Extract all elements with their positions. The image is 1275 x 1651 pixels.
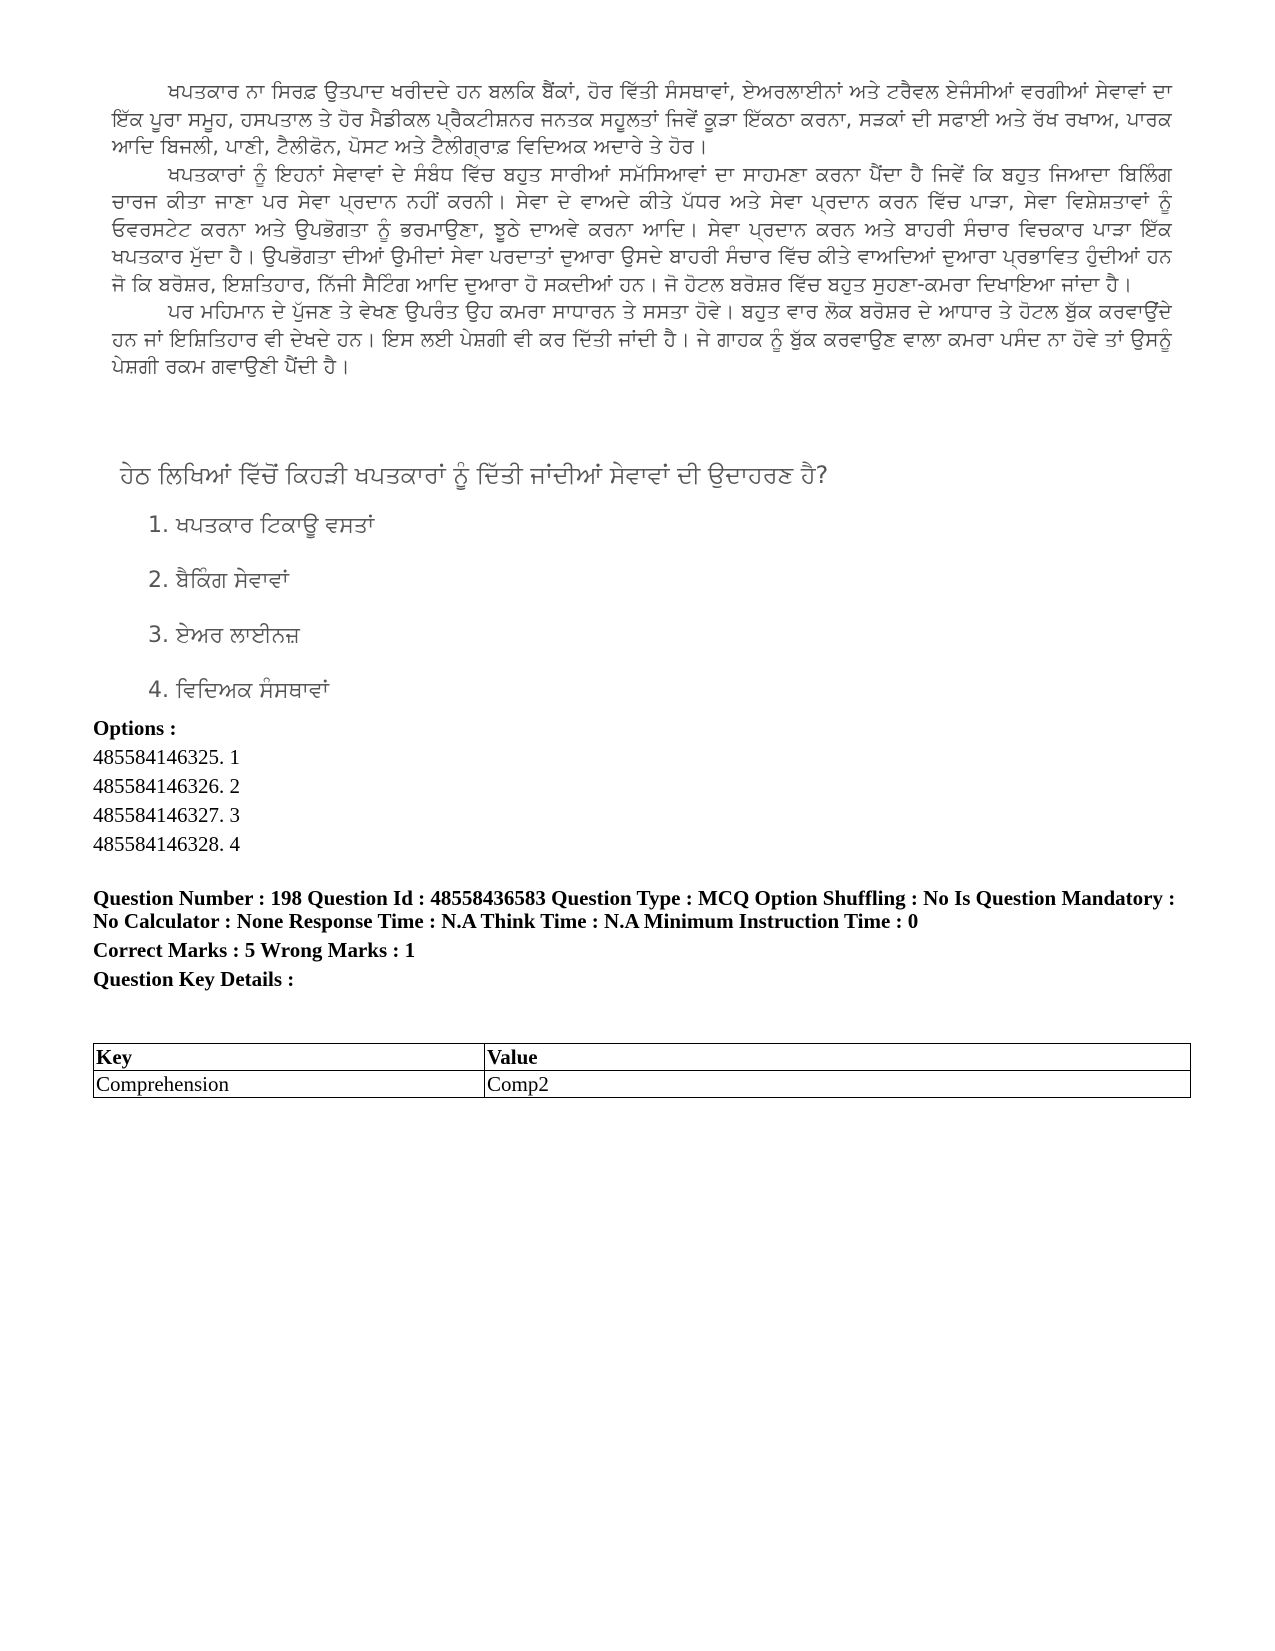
option-item: 485584146328. 4 — [93, 832, 240, 856]
choice-item: 3. ਏਅਰ ਲਾਈਨਜ਼ — [148, 623, 300, 648]
options-heading: Options : — [93, 716, 177, 740]
passage-paragraph: ਖਪਤਕਾਰ ਨਾ ਸਿਰਫ਼ ਉਤਪਾਦ ਖਰੀਦਦੇ ਹਨ ਬਲਕਿ ਬੈਂਕਾਂ, ਹੋਰ ਵਿੱਤੀ ਸੰਸਥਾਵਾਂ, ਏਅਰਲਾਈਨਾਂ ਅਤੇ ਟਰੈਵਲ ਏਜੰਸੀਆਂ ਵਰਗੀਆਂ ਸੇਵਾਵਾਂ ਦਾ ਇੱਕ ਪੂਰਾ ਸਮੂਹ, ਹਸਪਤਾਲ ਤੇ ਹੋਰ ਮੈਡੀਕਲ ਪ੍ਰੈਕਟੀਸ਼ਨਰ ਜਨਤਕ ਸਹੂਲਤਾਂ ਜਿਵੇਂ ਕੂੜਾ ਇੱਕਠਾ ਕਰਨਾ, ਸੜਕਾਂ ਦੀ ਸਫਾਈ ਅਤੇ ਰੱਖ ਰਖਾਅ, ਪਾਰਕ ਆਦਿ ਬਿਜਲੀ, ਪਾਣੀ, ਟੈਲੀਫੋਨ, ਪੋਸਟ ਅਤੇ ਟੈਲੀਗ੍ਰਾਫ਼ ਵਿਦਿਅਕ ਅਦਾਰੇ ਤੇ ਹੋਰ। — [112, 79, 1172, 158]
table-cell-key: Comprehension — [94, 1071, 485, 1098]
question-text: ਹੇਠ ਲਿਖਿਆਂ ਵਿੱਚੋਂ ਕਿਹੜੀ ਖਪਤਕਾਰਾਂ ਨੂੰ ਦਿੱਤੀ ਜਾਂਦੀਆਂ ਸੇਵਾਵਾਂ ਦੀ ਉਦਾਹਰਣ ਹੈ? — [120, 461, 829, 489]
choice-item: 1. ਖਪਤਕਾਰ ਟਿਕਾਊ ਵਸਤਾਂ — [148, 513, 375, 538]
table-header-value: Value — [485, 1044, 1191, 1071]
comprehension-passage — [112, 78, 1172, 381]
table-header-row — [94, 1044, 1191, 1071]
meta-line-2: No Calculator : None Response Time : N.A Think Time : N.A Minimum Instruction Time : 0 — [93, 909, 919, 933]
passage-paragraph: ਖਪਤਕਾਰਾਂ ਨੂੰ ਇਹਨਾਂ ਸੇਵਾਵਾਂ ਦੇ ਸੰਬੰਧ ਵਿੱਚ ਬਹੁਤ ਸਾਰੀਆਂ ਸਮੱਸਿਆਵਾਂ ਦਾ ਸਾਹਮਣਾ ਕਰਨਾ ਪੈਂਦਾ ਹੈ ਜਿਵੇਂ ਕਿ ਬਹੁਤ ਜਿਆਦਾ ਬਿਲਿੰਗ ਚਾਰਜ ਕੀਤਾ ਜਾਣਾ ਪਰ ਸੇਵਾ ਪ੍ਰਦਾਨ ਨਹੀਂ ਕਰਨੀ। ਸੇਵਾ ਦੇ ਵਾਅਦੇ ਕੀਤੇ ਪੱਧਰ ਅਤੇ ਸੇਵਾ ਪ੍ਰਦਾਨ ਕਰਨ ਵਿੱਚ ਪਾੜਾ, ਸੇਵਾ ਵਿਸ਼ੇਸ਼ਤਾਵਾਂ ਨੂੰ ਓਵਰਸਟੇਟ ਕਰਨਾ ਅਤੇ ਉਪਭੋਗਤਾ ਨੂੰ ਭਰਮਾਉਣਾ, ਝੂਠੇ ਦਾਅਵੇ ਕਰਨਾ ਆਦਿ। ਸੇਵਾ ਪ੍ਰਦਾਨ ਕਰਨ ਅਤੇ ਬਾਹਰੀ ਸੰਚਾਰ ਵਿਚਕਾਰ ਪਾੜਾ ਇੱਕ ਖਪਤਕਾਰ ਮੁੱਦਾ ਹੈ। ਉਪਭੋਗਤਾ ਦੀਆਂ ਉਮੀਦਾਂ ਸੇਵਾ ਪਰਦਾਤਾਂ ਦੁਆਰਾ ਉਸਦੇ ਬਾਹਰੀ ਸੰਚਾਰ ਵਿੱਚ ਕੀਤੇ ਵਾਅਦਿਆਂ ਦੁਆਰਾ ਪ੍ਰਭਾਵਿਤ ਹੁੰਦੀਆਂ ਹਨ ਜੋ ਕਿ ਬਰੋਸ਼ਰ, ਇਸ਼ਤਿਹਾਰ, ਨਿੱਜੀ ਸੈਟਿੰਗ ਆਦਿ ਦੁਆਰਾ ਹੋ ਸਕਦੀਆਂ ਹਨ। ਜੋ ਹੋਟਲ ਬਰੋਸ਼ਰ ਵਿੱਚ ਬਹੁਤ ਸੁਹਣਾ-ਕਮਰਾ ਦਿਖਾਇਆ ਜਾਂਦਾ ਹੈ। — [112, 161, 1172, 296]
option-item: 485584146325. 1 — [93, 745, 240, 769]
key-details-heading: Question Key Details : — [93, 967, 295, 991]
table-header-key: Key — [94, 1044, 485, 1071]
question-meta — [93, 887, 1203, 991]
meta-line-1: Question Number : 198 Question Id : 48558436583 Question Type : MCQ Option Shuffling : No Is Question Mandatory : — [93, 886, 1176, 910]
choice-item: 4. ਵਿਦਿਅਕ ਸੰਸਥਾਵਾਂ — [148, 678, 329, 703]
question-image — [112, 78, 1172, 703]
option-item: 485584146327. 3 — [93, 803, 240, 827]
options-section — [93, 714, 240, 859]
marks-line: Correct Marks : 5 Wrong Marks : 1 — [93, 938, 416, 962]
choice-item: 2. ਬੈਕਿੰਗ ਸੇਵਾਵਾਂ — [148, 568, 289, 593]
passage-paragraph: ਪਰ ਮਹਿਮਾਨ ਦੇ ਪੁੱਜਣ ਤੇ ਵੇਖਣ ਉਪਰੰਤ ਉਹ ਕਮਰਾ ਸਾਧਾਰਨ ਤੇ ਸਸਤਾ ਹੋਵੇ। ਬਹੁਤ ਵਾਰ ਲੋਕ ਬਰੋਸ਼ਰ ਦੇ ਆਧਾਰ ਤੇ ਹੋਟਲ ਬੁੱਕ ਕਰਵਾਉਂਦੇ ਹਨ ਜਾਂ ਇਸ਼ਿਤਿਹਾਰ ਵੀ ਦੇਖਦੇ ਹਨ। ਇਸ ਲਈ ਪੇਸ਼ਗੀ ਵੀ ਕਰ ਦਿੱਤੀ ਜਾਂਦੀ ਹੈ। ਜੇ ਗਾਹਕ ਨੂੰ ਬੁੱਕ ਕਰਵਾਉਣ ਵਾਲਾ ਕਮਰਾ ਪਸੰਦ ਨਾ ਹੋਵੇ ਤਾਂ ਉਸਨੂੰ ਪੇਸ਼ਗੀ ਰਕਮ ਗਵਾਉਣੀ ਪੈਂਦੀ ਹੈ। — [112, 299, 1172, 378]
table-cell-value: Comp2 — [485, 1071, 1191, 1098]
option-item: 485584146326. 2 — [93, 774, 240, 798]
table-row — [94, 1071, 1191, 1098]
key-details-table — [93, 1043, 1191, 1098]
